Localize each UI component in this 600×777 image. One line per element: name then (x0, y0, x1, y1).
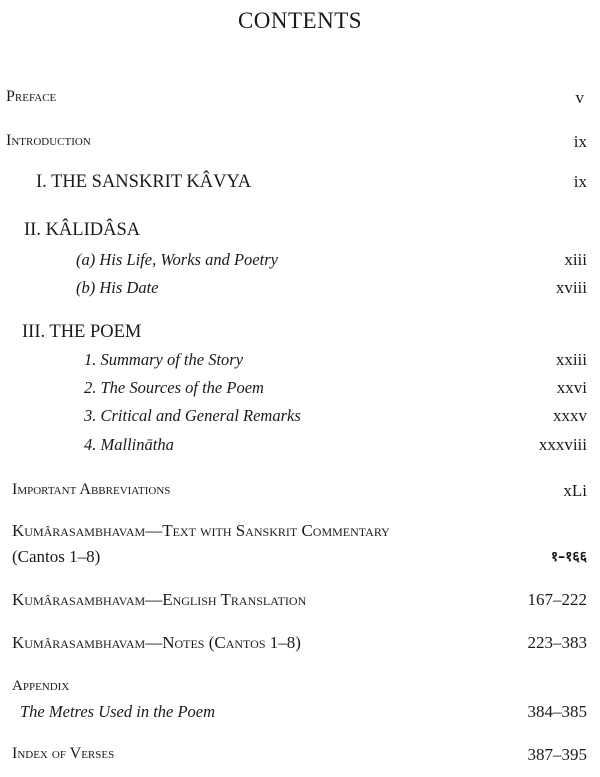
entry-page: 223–383 (527, 633, 587, 652)
entry-page: ix (573, 132, 587, 151)
entry-label: 2. The Sources of the Poem (84, 378, 264, 397)
page-title: CONTENTS (237, 8, 363, 33)
entry-page: v (575, 88, 584, 107)
toc-entry-notes[interactable] (0, 633, 600, 657)
entry-label: I. THE SANSKRIT KÂVYA (36, 172, 252, 192)
entry-label: Important Abbreviations (12, 481, 171, 498)
entry-page: xLi (563, 481, 587, 500)
entry-label: 1. Summary of the Story (84, 350, 244, 369)
entry-label: (b) His Date (76, 278, 159, 297)
entry-label: Kumârasambhavam—Notes (Cantos 1–8) (12, 633, 301, 652)
toc-heading-appendix[interactable] (0, 678, 600, 702)
toc-heading-kalidasa[interactable] (0, 220, 600, 244)
entry-label: 4. Mallinātha (84, 435, 174, 454)
entry-label: Index of Verses (12, 745, 115, 762)
entry-page: १–१६६ (550, 549, 587, 565)
entry-label: II. KÂLIDÂSA (24, 220, 141, 240)
entry-label: The Metres Used in the Poem (20, 702, 216, 721)
entry-page: 167–222 (527, 590, 587, 609)
entry-label: III. THE POEM (22, 322, 142, 342)
toc-entry-text-commentary[interactable] (0, 521, 600, 545)
entry-label: (a) His Life, Works and Poetry (76, 250, 278, 269)
entry-page: xxvi (556, 378, 587, 397)
toc-entry-sources[interactable] (0, 378, 600, 402)
toc-entry-abbreviations[interactable] (0, 481, 600, 505)
toc-entry-metres[interactable] (0, 702, 600, 726)
toc-entry-critical[interactable] (0, 406, 600, 430)
toc-entry-sanskrit-kavya[interactable] (0, 172, 600, 196)
entry-page: xviii (555, 278, 587, 297)
entry-page: 384–385 (527, 702, 587, 721)
entry-label: Preface (6, 88, 57, 105)
toc-entry-his-date[interactable] (0, 278, 600, 302)
entry-label: Appendix (12, 678, 70, 694)
entry-page: xxxviii (538, 435, 587, 454)
entry-page: ix (573, 172, 587, 191)
toc-entry-text-commentary-cont[interactable] (0, 547, 600, 571)
toc-entry-life-works[interactable] (0, 250, 600, 274)
toc-heading-the-poem[interactable] (0, 322, 600, 346)
toc-entry-mallinatha[interactable] (0, 435, 600, 459)
entry-label-continued: (Cantos 1–8) (12, 547, 101, 566)
entry-label: Introduction (6, 132, 91, 149)
entry-page: 387–395 (527, 745, 587, 764)
entry-label: Kumârasambhavam—Text with Sanskrit Commentary (12, 521, 390, 540)
entry-page: xiii (564, 250, 587, 269)
entry-label: Kumârasambhavam—English Translation (12, 590, 307, 609)
entry-page: xxiii (555, 350, 587, 369)
entry-label: 3. Critical and General Remarks (84, 406, 301, 425)
toc-entry-translation[interactable] (0, 590, 600, 614)
toc-entry-index[interactable] (0, 745, 600, 769)
toc-entry-introduction[interactable] (0, 132, 600, 156)
toc-entry-preface[interactable] (0, 88, 600, 112)
entry-page: xxxv (553, 406, 587, 425)
toc-entry-summary[interactable] (0, 350, 600, 374)
